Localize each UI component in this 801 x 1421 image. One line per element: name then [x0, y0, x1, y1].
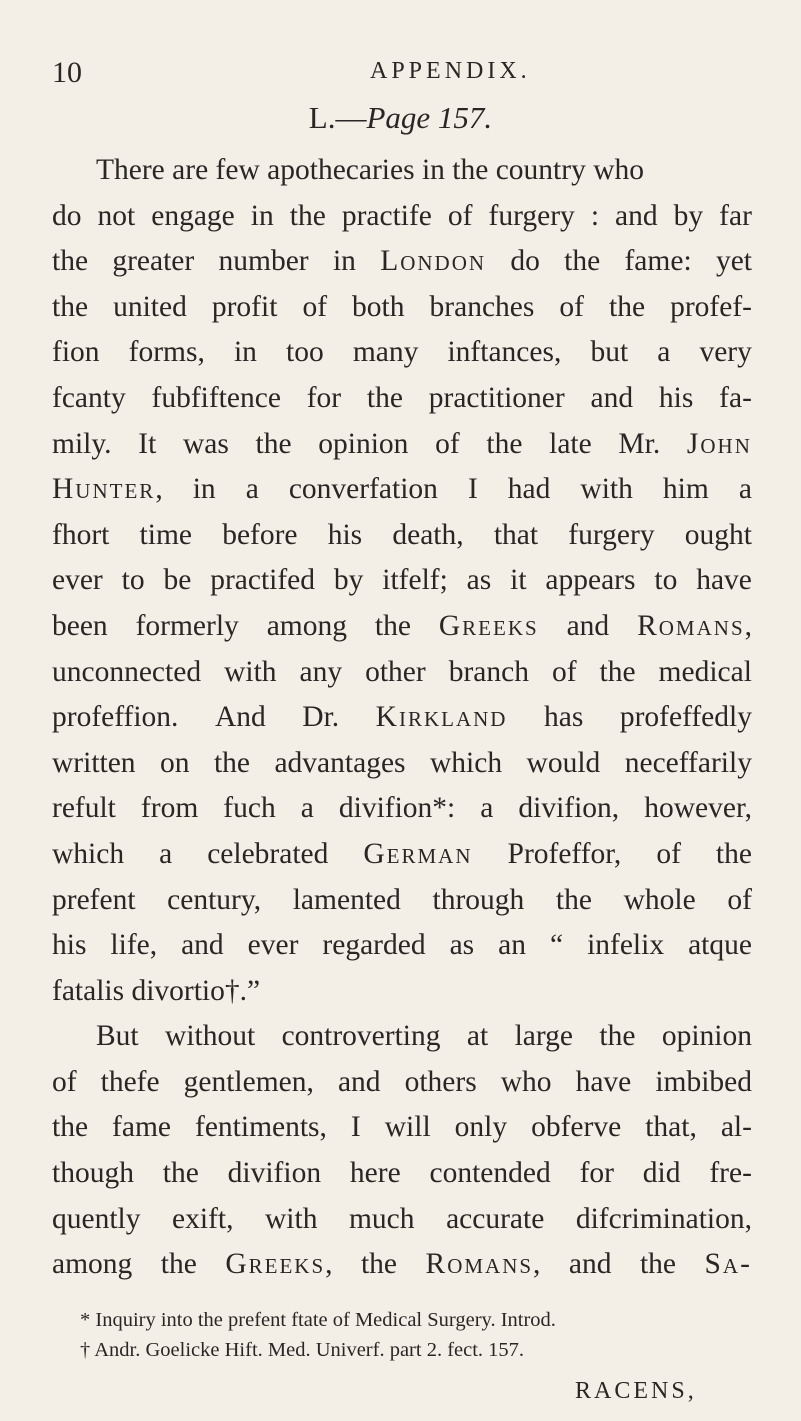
- word: And: [214, 701, 266, 734]
- word: obferve: [531, 1111, 622, 1144]
- word: any: [299, 655, 343, 688]
- word: time: [139, 518, 192, 551]
- word: which: [52, 837, 125, 870]
- word: before: [222, 518, 298, 551]
- page-number: 10: [52, 56, 82, 89]
- word: practife: [341, 199, 432, 232]
- section-label: L.—: [308, 100, 367, 135]
- section-heading: [0, 100, 801, 136]
- word: practifed: [210, 564, 316, 597]
- word: of: [435, 427, 460, 460]
- word: the: [374, 609, 411, 642]
- word: profef-: [670, 290, 752, 323]
- word: and: [615, 199, 658, 232]
- word: apothecaries: [267, 154, 415, 186]
- word: atque: [688, 929, 752, 962]
- word: branch: [448, 655, 529, 688]
- word: infelix: [587, 929, 665, 962]
- word: divifion: [227, 1157, 322, 1190]
- word: fre-: [709, 1157, 752, 1190]
- text-line: [52, 1242, 752, 1288]
- word: the: [452, 154, 489, 186]
- word: German: [363, 837, 473, 870]
- word: far: [719, 199, 752, 232]
- word: from: [140, 792, 199, 825]
- word: be: [163, 564, 192, 597]
- text-line: [52, 422, 752, 468]
- word: both: [352, 290, 405, 323]
- word: fatalis: [52, 974, 125, 1007]
- word: in: [421, 154, 445, 186]
- word: had: [507, 473, 551, 506]
- word: a: [245, 473, 259, 506]
- text-line: [52, 239, 752, 285]
- word: Kirkland: [375, 701, 508, 734]
- text-line: [52, 1060, 752, 1106]
- word: however,: [644, 792, 752, 825]
- word: with: [580, 473, 633, 506]
- word: his: [327, 518, 363, 551]
- text-line: [52, 285, 752, 331]
- word: a: [738, 473, 752, 506]
- word: at: [466, 1020, 489, 1053]
- section-page-ref: Page 157.: [366, 100, 493, 135]
- word: the: [715, 837, 752, 870]
- word: and: [337, 1065, 381, 1098]
- word: but: [590, 336, 629, 369]
- word: the: [52, 290, 89, 323]
- word: too: [286, 336, 324, 369]
- word: in: [233, 336, 257, 369]
- word: the: [486, 427, 523, 460]
- text-line: [52, 786, 752, 832]
- text-line: [52, 513, 752, 559]
- word: the: [213, 746, 251, 779]
- word: inftances,: [447, 336, 562, 369]
- word: him: [662, 473, 709, 506]
- word: al-: [720, 1111, 752, 1144]
- word: There: [96, 154, 165, 186]
- word: with: [265, 1202, 318, 1235]
- word: other: [365, 655, 426, 688]
- word: it: [510, 564, 527, 597]
- word: prefent: [52, 883, 136, 916]
- word: large: [514, 1020, 574, 1053]
- text-line: [52, 558, 752, 604]
- word: Dr.: [302, 701, 340, 734]
- word: late: [549, 427, 592, 460]
- word: would: [526, 746, 601, 779]
- word: united: [113, 290, 187, 323]
- word: among: [52, 1248, 133, 1281]
- word: life,: [110, 929, 158, 962]
- word: Sa-: [704, 1248, 752, 1281]
- word: that: [493, 518, 539, 551]
- body-text: [52, 148, 752, 1288]
- word: with: [224, 655, 277, 688]
- word: been: [52, 609, 108, 642]
- word: furgery: [488, 199, 575, 232]
- word: mily.: [52, 427, 112, 460]
- word: greater: [112, 245, 195, 278]
- word: opinion: [318, 427, 409, 460]
- word: the: [639, 1248, 677, 1281]
- word: his: [658, 381, 694, 414]
- word: to: [654, 564, 678, 597]
- word: and: [181, 929, 224, 962]
- word: a: [300, 792, 314, 825]
- word: neceffarily: [624, 746, 752, 779]
- text-line: [52, 969, 752, 1015]
- footnotes: [52, 1305, 752, 1365]
- word: the: [564, 245, 601, 278]
- word: quently: [52, 1202, 141, 1235]
- word: the: [360, 1248, 398, 1281]
- word: and: [590, 381, 634, 414]
- word: others: [404, 1065, 477, 1098]
- word: refult: [52, 792, 116, 825]
- word: branches: [429, 290, 535, 323]
- word: who: [593, 154, 645, 186]
- word: have: [696, 564, 752, 597]
- word: Profeffor,: [507, 837, 622, 870]
- footnote: † Andr. Goelicke Hift. Med. Univerf. part 2. fect. 157.: [80, 1339, 525, 1361]
- word: by: [333, 564, 364, 597]
- word: the: [289, 199, 326, 232]
- word: the: [255, 427, 292, 460]
- word: as: [466, 564, 492, 597]
- word: century,: [167, 883, 262, 916]
- word: through: [432, 883, 525, 916]
- word: are: [172, 154, 209, 186]
- word: here: [349, 1157, 401, 1190]
- text-line: [52, 923, 752, 969]
- word: itfelf;: [382, 564, 448, 597]
- word: thefe: [100, 1065, 160, 1098]
- word: country: [495, 154, 586, 186]
- word: of: [302, 290, 328, 323]
- word: imbibed: [655, 1065, 752, 1098]
- word: his: [52, 929, 87, 962]
- word: the: [599, 1020, 636, 1053]
- catchword: RACENS,: [575, 1378, 697, 1404]
- word: fa-: [719, 381, 752, 414]
- word: fhort: [52, 518, 110, 551]
- word: Romans,: [637, 609, 752, 642]
- word: a: [480, 792, 494, 825]
- word: fame:: [624, 245, 692, 278]
- word: the: [160, 1248, 197, 1281]
- word: among: [266, 609, 348, 642]
- text-line: [52, 604, 752, 650]
- word: :: [590, 199, 600, 232]
- word: unconnected: [52, 655, 202, 688]
- word: “: [549, 929, 564, 962]
- word: controverting: [281, 1020, 441, 1053]
- page-header: [52, 56, 752, 96]
- word: opinion: [661, 1020, 752, 1053]
- word: who: [500, 1065, 552, 1098]
- word: the: [609, 290, 646, 323]
- word: I: [350, 1111, 361, 1144]
- text-line: [52, 1197, 752, 1243]
- word: gentlemen,: [183, 1065, 314, 1098]
- word: though: [52, 1157, 134, 1190]
- word: fame: [112, 1111, 172, 1144]
- text-line: [52, 1151, 752, 1197]
- word: few: [215, 154, 260, 186]
- word: difcrimination,: [575, 1202, 752, 1235]
- word: much: [348, 1202, 415, 1235]
- text-line: [52, 832, 752, 878]
- word: fuch: [223, 792, 276, 825]
- word: in: [250, 199, 274, 232]
- word: of: [559, 290, 584, 323]
- word: for: [306, 381, 342, 414]
- word: do: [510, 245, 540, 278]
- word: the: [52, 245, 89, 278]
- word: It: [138, 427, 157, 460]
- word: John: [686, 427, 752, 460]
- word: whole: [623, 883, 696, 916]
- word: London: [380, 245, 487, 278]
- word: profeffedly: [619, 701, 752, 734]
- word: yet: [715, 245, 752, 278]
- word: practitioner: [428, 381, 565, 414]
- word: celebrated: [207, 837, 329, 870]
- word: medical: [658, 655, 752, 688]
- word: fcanty: [52, 381, 126, 414]
- word: furgery: [568, 518, 655, 551]
- word: profeffion.: [52, 701, 179, 734]
- word: the: [162, 1157, 199, 1190]
- word: I: [467, 473, 478, 506]
- word: lamented: [292, 883, 401, 916]
- word: converfation: [288, 473, 438, 506]
- word: engage: [151, 199, 235, 232]
- word: Hunter,: [52, 473, 163, 506]
- word: without: [165, 1020, 256, 1053]
- word: an: [498, 929, 526, 962]
- word: only: [454, 1111, 508, 1144]
- footnote: * Inquiry into the prefent ftate of Medical Surgery. Introd.: [80, 1309, 556, 1331]
- word: and: [566, 609, 610, 642]
- word: in: [332, 245, 356, 278]
- word: of: [656, 837, 681, 870]
- word: Greeks,: [225, 1248, 333, 1281]
- word: Mr.: [618, 427, 661, 460]
- text-line: [52, 695, 752, 741]
- word: number: [218, 245, 309, 278]
- text-line: [52, 467, 752, 513]
- word: ever: [52, 564, 103, 597]
- word: ever: [247, 929, 299, 962]
- word: formerly: [135, 609, 239, 642]
- text-line: [52, 1014, 752, 1060]
- text-line: [52, 741, 752, 787]
- word: written: [52, 746, 136, 779]
- word: forms,: [128, 336, 205, 369]
- word: ought: [684, 518, 752, 551]
- word: the: [52, 1111, 89, 1144]
- word: as: [449, 929, 475, 962]
- text-line: [52, 650, 752, 696]
- text-line: [52, 878, 752, 924]
- word: appears: [545, 564, 636, 597]
- word: for: [579, 1157, 614, 1190]
- word: of: [447, 199, 473, 232]
- word: in: [192, 473, 216, 506]
- word: the: [366, 381, 403, 414]
- word: fubfiftence: [151, 381, 281, 414]
- running-title: APPENDIX.: [370, 58, 531, 84]
- word: exift,: [172, 1202, 234, 1235]
- word: the: [599, 655, 636, 688]
- word: do: [52, 199, 82, 232]
- word: not: [97, 199, 136, 232]
- word: has: [543, 701, 584, 734]
- word: accurate: [446, 1202, 545, 1235]
- word: divifion*:: [338, 792, 456, 825]
- word: profit: [211, 290, 278, 323]
- text-line: [52, 194, 752, 240]
- word: did: [642, 1157, 681, 1190]
- word: on: [160, 746, 190, 779]
- word: a: [159, 837, 173, 870]
- word: very: [699, 336, 752, 369]
- word: advantages: [274, 746, 406, 779]
- text-line: [52, 1105, 752, 1151]
- word: and: [568, 1248, 612, 1281]
- word: that,: [645, 1111, 697, 1144]
- word: death,: [392, 518, 464, 551]
- word: divortio†.”: [131, 974, 261, 1007]
- word: was: [182, 427, 229, 460]
- text-line: [52, 148, 752, 194]
- word: of: [551, 655, 577, 688]
- word: which: [429, 746, 503, 779]
- word: of: [727, 883, 752, 916]
- word: by: [673, 199, 704, 232]
- text-line: [52, 330, 752, 376]
- word: fentiments,: [195, 1111, 327, 1144]
- word: have: [575, 1065, 632, 1098]
- word: divifion,: [518, 792, 620, 825]
- word: regarded: [322, 929, 426, 962]
- word: contended: [429, 1157, 551, 1190]
- word: many: [352, 336, 419, 369]
- word: But: [96, 1020, 139, 1053]
- word: will: [384, 1111, 431, 1144]
- word: fion: [52, 336, 100, 369]
- word: Romans,: [425, 1248, 541, 1281]
- text-line: [52, 376, 752, 422]
- word: Greeks: [438, 609, 539, 642]
- word: the: [555, 883, 592, 916]
- word: of: [52, 1065, 77, 1098]
- word: a: [657, 336, 671, 369]
- word: to: [121, 564, 145, 597]
